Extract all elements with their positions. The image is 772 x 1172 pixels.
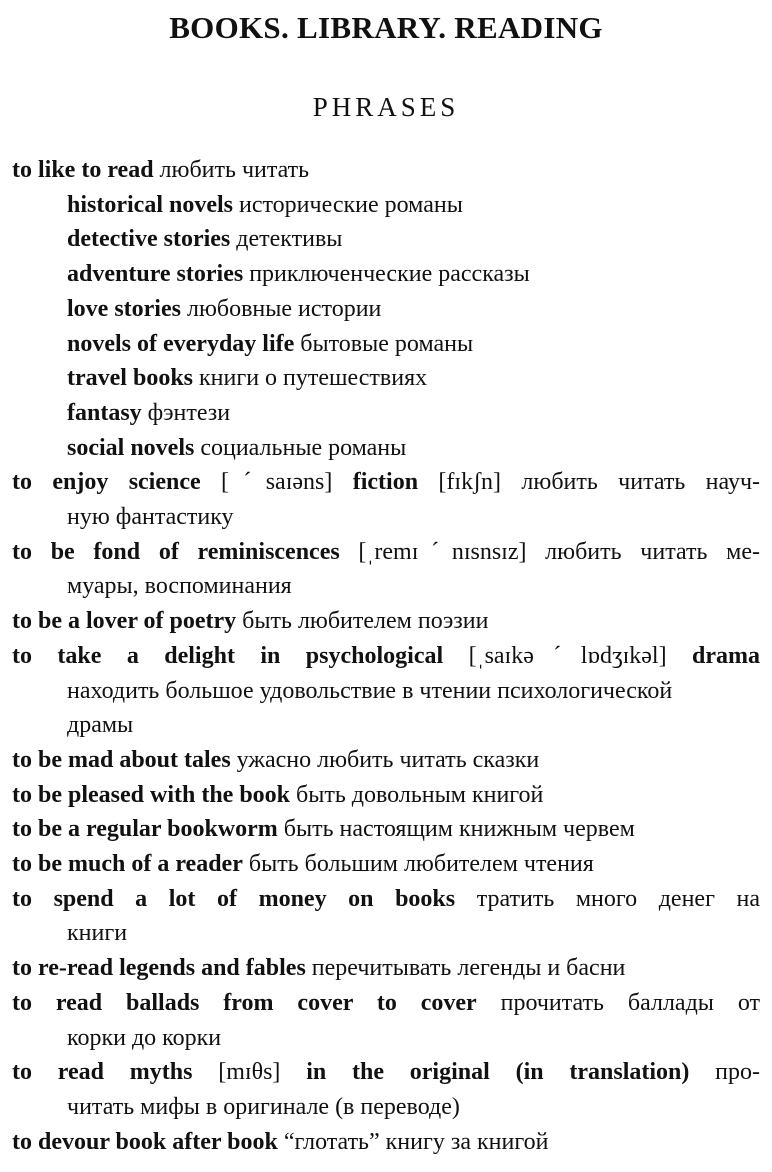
english-phrase: love stories xyxy=(67,295,181,322)
translation-text: читать мифы в оригинале (в переводе) xyxy=(67,1093,460,1120)
translation-text: муары, воспоминания xyxy=(67,573,292,600)
translation-text: [ˌremɪˊnɪsnsɪz] любить читать ме- xyxy=(339,538,760,565)
translation-text: перечитывать легенды и басни xyxy=(305,955,626,982)
phrase-sub-entry xyxy=(67,363,760,393)
translation-text: находить большое удовольствие в чтении психологической xyxy=(67,677,673,704)
english-phrase: to like to read xyxy=(12,157,154,183)
phrase-entry xyxy=(12,1057,760,1087)
phrase-continuation-line xyxy=(67,918,760,948)
english-phrase: in the original (in translation) xyxy=(306,1059,690,1086)
phrase-entry xyxy=(12,780,760,810)
english-phrase: fantasy xyxy=(67,399,142,426)
translation-text: про- xyxy=(689,1059,760,1086)
translation-text: “глотать” книгу за книгой xyxy=(277,1128,549,1155)
phrase-entry xyxy=(12,849,760,879)
phrase-continuation-line xyxy=(67,1092,760,1122)
phrase-sub-entry xyxy=(67,259,760,289)
phrase-continuation-line xyxy=(67,1023,760,1053)
translation-text: [fɪkʃn] любить читать науч- xyxy=(418,469,761,496)
phrase-continuation-line xyxy=(67,710,760,740)
phrase-sub-entry xyxy=(67,190,760,220)
english-phrase: to be mad about tales xyxy=(12,746,231,773)
english-phrase: to be fond of reminiscences xyxy=(12,538,340,565)
english-phrase: to be a regular bookworm xyxy=(12,816,278,843)
english-phrase: to enjoy science xyxy=(12,469,201,496)
english-phrase: to re-read legends and fables xyxy=(12,955,306,982)
translation-text: [mɪθs] xyxy=(192,1059,307,1086)
phrase-sub-entry xyxy=(67,433,760,463)
phrase-entry xyxy=(12,1127,760,1157)
page-title: BOOKS. LIBRARY. READING xyxy=(169,10,603,45)
phrase-entry xyxy=(12,606,760,636)
english-phrase: novels of everyday life xyxy=(67,330,295,357)
english-phrase: to read ballads from cover to cover xyxy=(12,989,477,1016)
english-phrase: travel books xyxy=(67,365,193,392)
phrase-continuation-line xyxy=(67,676,760,706)
phrase-entry xyxy=(12,641,760,671)
phrase-sub-entry xyxy=(67,329,760,359)
translation-text: [ˊsaɪəns] xyxy=(200,469,353,496)
translation-text: быть большим любителем чтения xyxy=(242,851,594,877)
translation-text: любить читать xyxy=(153,157,310,183)
english-phrase: to be a lover of poetry xyxy=(12,608,237,635)
phrase-entry xyxy=(12,467,760,497)
translation-text: книги xyxy=(67,920,128,947)
section-heading: PHRASES xyxy=(312,92,460,122)
english-phrase: to devour book after book xyxy=(12,1128,278,1155)
translation-text: любовные истории xyxy=(180,295,382,322)
english-phrase: social novels xyxy=(67,434,195,461)
translation-text: детективы xyxy=(230,226,343,253)
english-phrase: to read myths xyxy=(12,1059,193,1086)
translation-text: быть любителем поэзии xyxy=(236,608,489,635)
translation-text: быть довольным книгой xyxy=(290,781,544,808)
phrase-continuation-line xyxy=(67,502,760,532)
english-phrase: drama xyxy=(692,642,760,669)
translation-text: социальные романы xyxy=(194,434,407,461)
english-phrase: historical novels xyxy=(67,191,233,218)
translation-text: ужасно любить читать сказки xyxy=(230,746,540,773)
phrase-continuation-line xyxy=(67,571,760,601)
translation-text: книги о путешествиях xyxy=(193,365,428,392)
translation-text: тратить много денег на xyxy=(455,885,760,912)
translation-text: драмы xyxy=(67,712,134,739)
phrase-sub-entry xyxy=(67,224,760,254)
translation-text: ную фантастику xyxy=(67,504,234,530)
phrase-entry xyxy=(12,155,760,185)
translation-text: [ˌsaɪkəˊlɒdʒɪkəl] xyxy=(443,642,692,669)
phrase-entry xyxy=(12,745,760,775)
phrase-sub-entry xyxy=(67,294,760,324)
phrase-entry xyxy=(12,814,760,844)
english-phrase: to be pleased with the book xyxy=(12,781,291,808)
translation-text: корки до корки xyxy=(67,1024,222,1051)
translation-text: исторические романы xyxy=(233,191,463,218)
english-phrase: fiction xyxy=(352,469,419,496)
english-phrase: adventure stories xyxy=(67,261,244,288)
translation-text: быть настоящим книжным червем xyxy=(277,816,635,843)
translation-text: прочитать баллады от xyxy=(476,989,760,1016)
english-phrase: to take a delight in psychological xyxy=(12,642,444,669)
english-phrase: to be much of a reader xyxy=(12,851,243,877)
translation-text: приключенческие рассказы xyxy=(243,261,530,288)
phrase-entry xyxy=(12,884,760,914)
phrase-entry xyxy=(12,988,760,1018)
english-phrase: to spend a lot of money on books xyxy=(12,885,456,912)
translation-text: фэнтези xyxy=(141,399,231,426)
english-phrase: detective stories xyxy=(67,226,231,253)
translation-text: бытовые романы xyxy=(294,330,474,357)
phrase-entry xyxy=(12,953,760,983)
phrase-entry xyxy=(12,537,760,567)
phrase-sub-entry xyxy=(67,398,760,428)
